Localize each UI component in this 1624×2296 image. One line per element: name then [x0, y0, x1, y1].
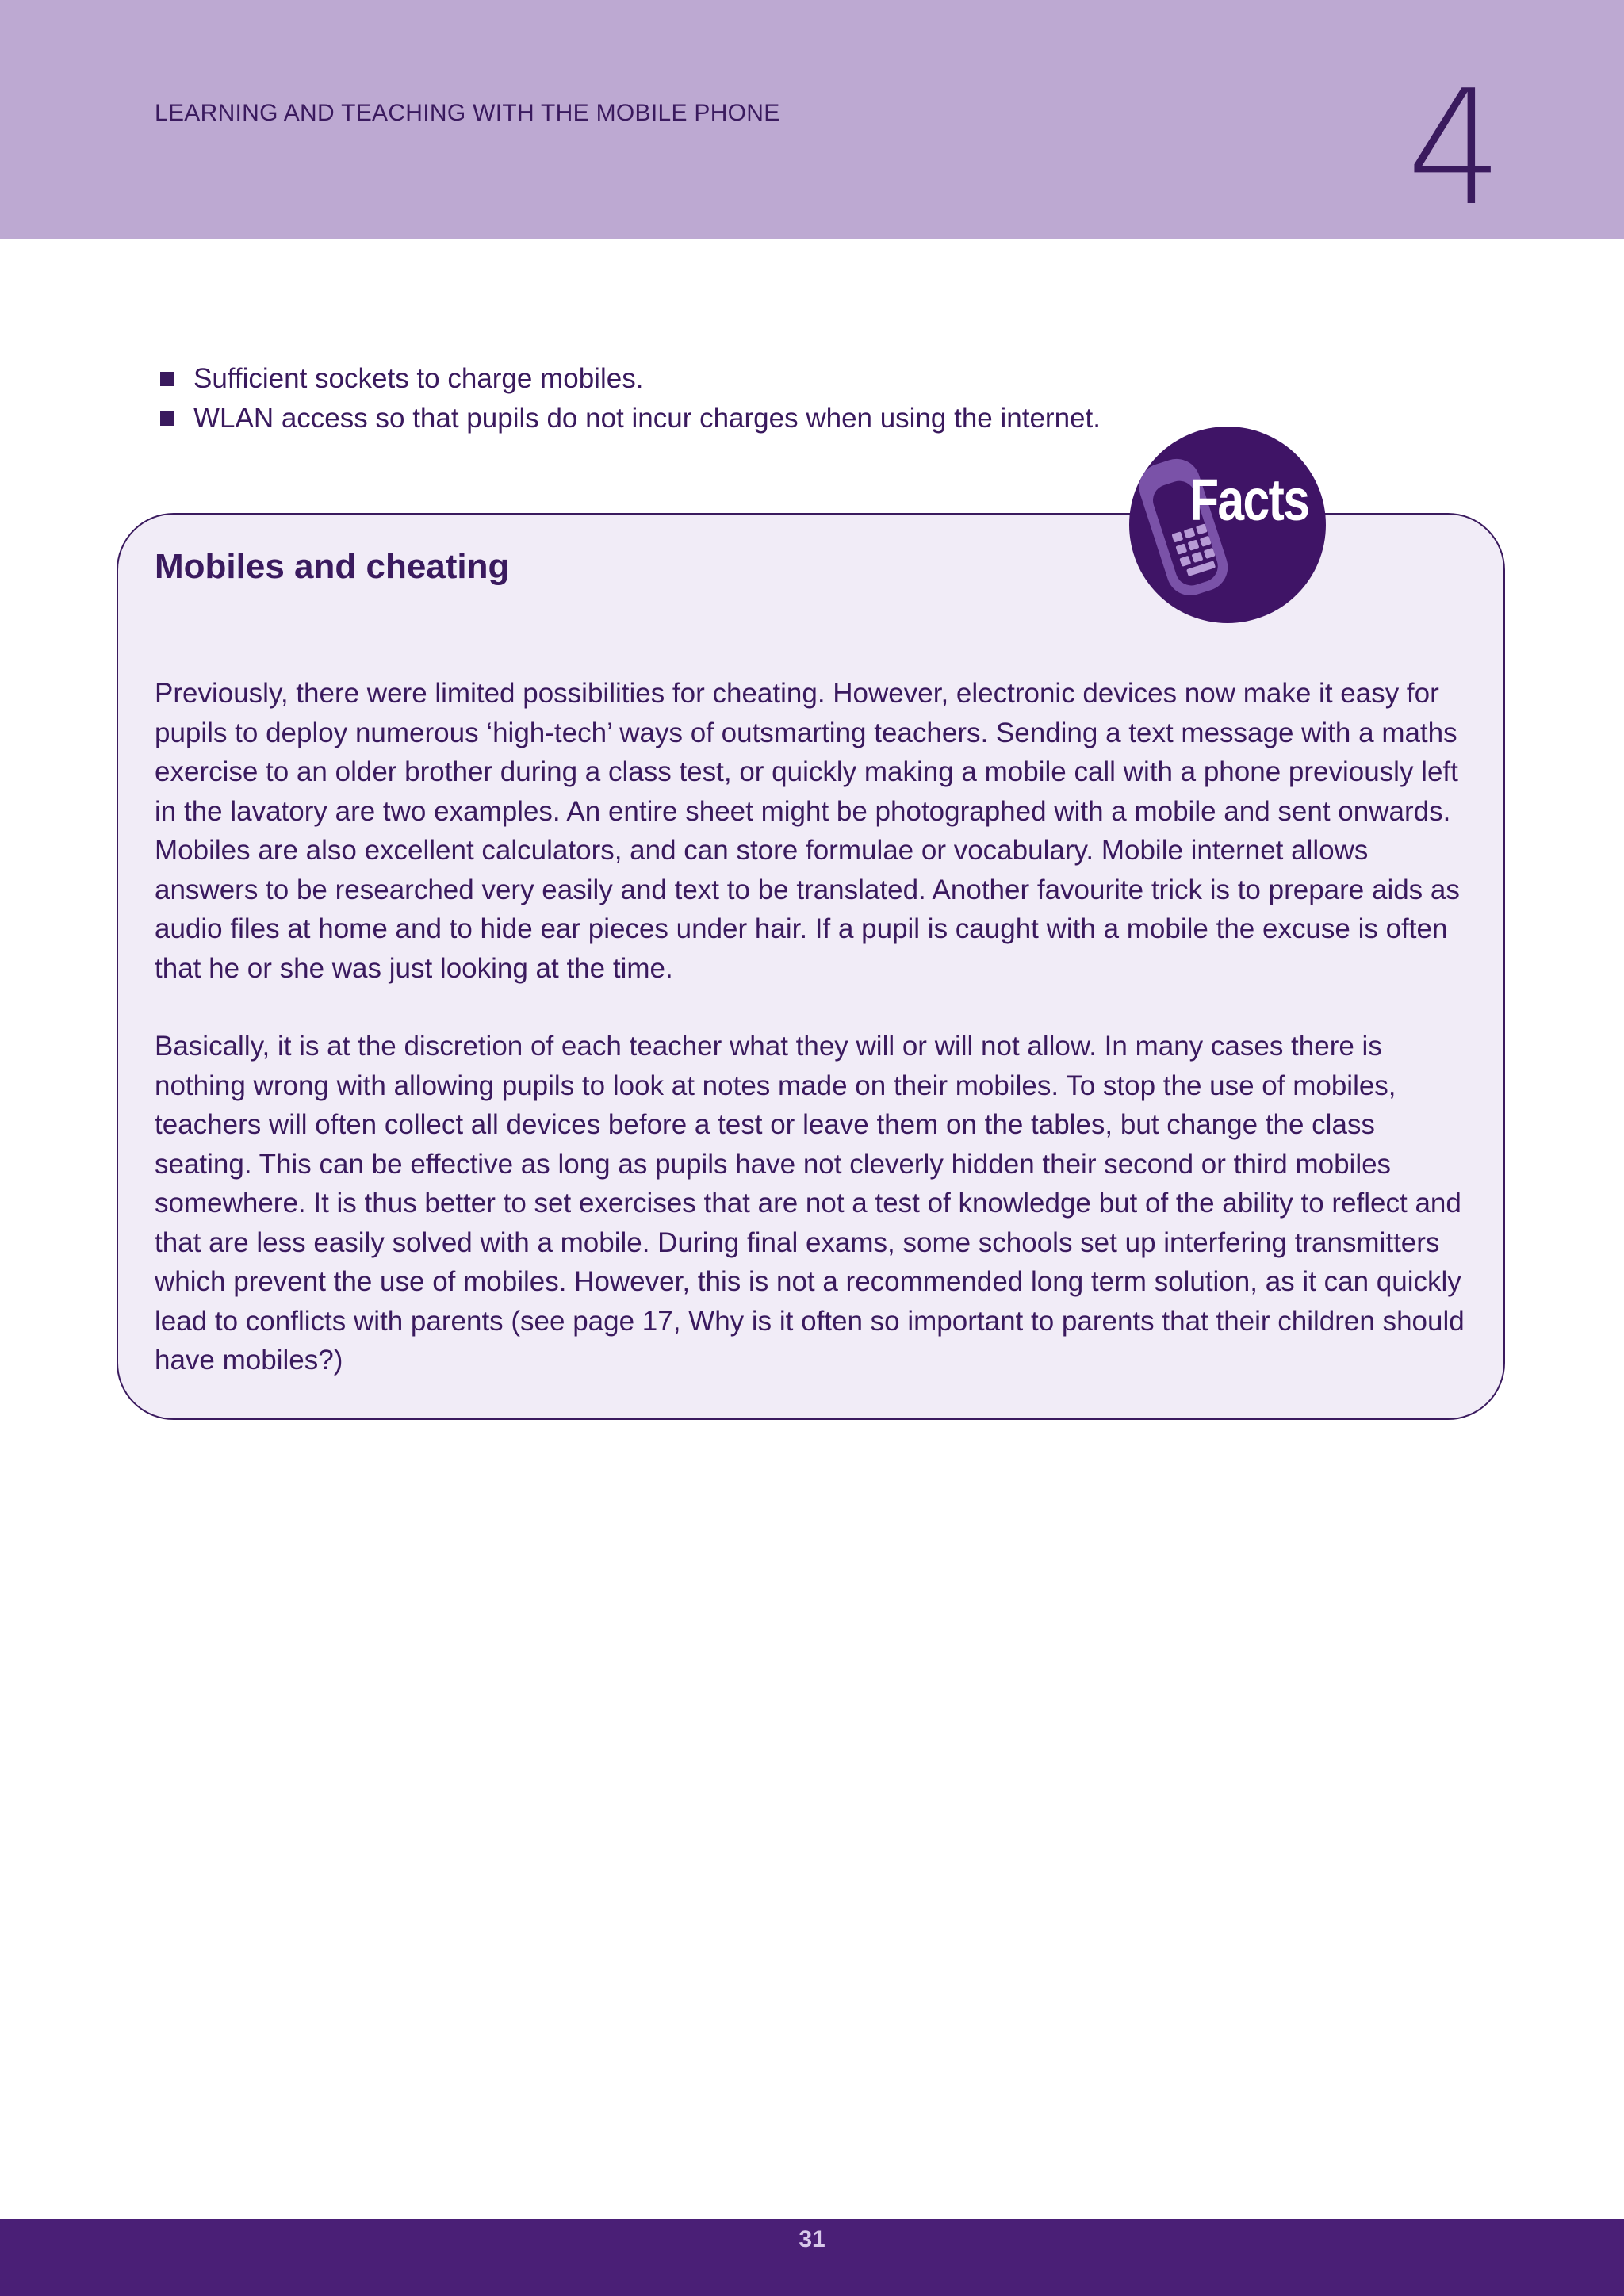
list-item — [159, 399, 1101, 438]
bullet-text: WLAN access so that pupils do not incur charges when using the internet. — [193, 403, 1101, 434]
facts-badge — [1129, 427, 1326, 623]
facts-label: Facts — [1189, 467, 1309, 533]
chapter-number: 4 — [1406, 56, 1503, 241]
header-band — [0, 0, 1624, 239]
list-item — [159, 359, 1101, 399]
box-body — [155, 674, 1471, 1419]
page-number: 31 — [799, 2226, 825, 2252]
body-paragraph: Basically, it is at the discretion of each teacher what they will or will not allow. In many cases there is nothing wrong with allowing pupils to look at notes made on their mobiles. To stop the use of mobiles, teachers will often collect all devices before a test or leave them on the tables, but change the class seating. This can be effective as long as pupils have not cleverly hidden their second or third mobiles somewhere. It is thus better to set exercises that are not a test of knowledge but of the ability to reflect and that are less easily solved with a mobile. During final exams, some schools set up interfering transmitters which prevent the use of mobiles. However, this is not a recommended long term solution, as it can quickly lead to conflicts with parents (see page 17, Why is it often so important to parents that their children should have mobiles?) — [155, 1031, 1465, 1376]
running-title: LEARNING AND TEACHING WITH THE MOBILE PHONE — [155, 100, 780, 126]
bullet-square-icon — [160, 372, 174, 386]
box-heading: Mobiles and cheating — [155, 547, 510, 586]
body-paragraph: Previously, there were limited possibilities for cheating. However, electronic devices now make it easy for pupils to deploy numerous ‘high-tech’ ways of outsmarting teachers. Sending a text message with a maths exercise to an older brother during a class test, or quickly making a mobile call with a phone previously left in the lavatory are two examples. An entire sheet might be photographed with a mobile and sent onwards. Mobiles are also excellent calculators, and can store formulae or vocabulary. Mobile internet allows answers to be researched very easily and text to be translated. Another favourite trick is to prepare aids as audio files at home and to hide ear pieces under hair. If a pupil is caught with a mobile the excuse is often that he or she was just looking at the time. — [155, 678, 1460, 984]
bullet-list — [159, 359, 1101, 438]
bullet-text: Sufficient sockets to charge mobiles. — [193, 363, 644, 394]
bullet-square-icon — [160, 411, 174, 426]
